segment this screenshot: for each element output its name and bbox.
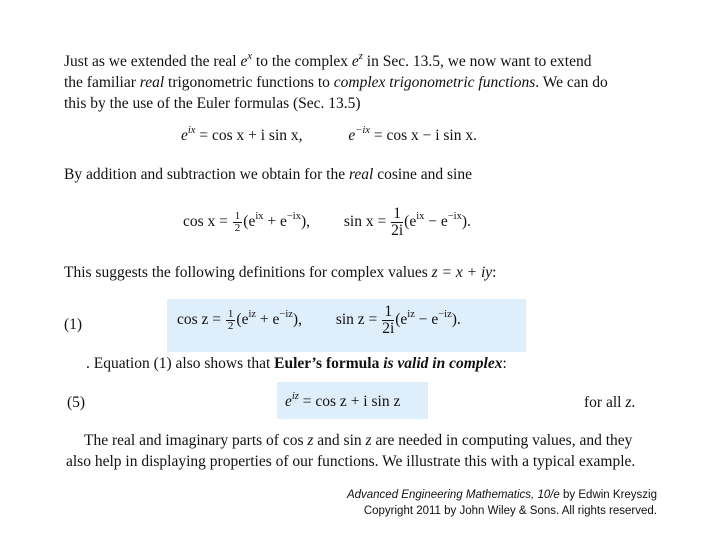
closing-paragraph bbox=[66, 430, 635, 472]
eq1-sin: sin z = $\frac{1}{2i}$ $(e^{iz} - e^{-iz})$. bbox=[335, 303, 461, 338]
footer-citation bbox=[347, 489, 657, 501]
real-definitions bbox=[183, 206, 471, 240]
eq1-cos: cos z = $\frac{1}{2}$ $(e^{iz} + e^{-iz})$, bbox=[177, 307, 302, 333]
suggests-text: This suggests the following definitions for complex values z = x + iy: bbox=[64, 264, 497, 281]
eq5-note: for all z. bbox=[584, 394, 636, 411]
eq5-formula: $e^{iz} = \cos z + i$ sin z bbox=[285, 390, 401, 410]
book-title: Advanced Engineering Mathematics, 10/e bbox=[346, 489, 560, 501]
real-cos: cos x = $\frac{1}{2}$ $(e^{ix} + e^{-ix})$, bbox=[183, 209, 311, 235]
closing-line-2: also help in displaying properties of our functions. We illustrate this with a typical example. bbox=[66, 453, 636, 470]
closing-line-1: The real and imaginary parts of cos z and sin z are needed in computing values, and they bbox=[84, 432, 633, 449]
real-sin: sin x = $\frac{1}{2i}$ $(e^{ix} - e^{-ix})$. bbox=[343, 205, 471, 240]
addition-text: By addition and subtraction we obtain for the real cosine and sine bbox=[64, 166, 472, 183]
eq5-label: (5) bbox=[67, 394, 86, 411]
book-author: by Edwin Kreyszig bbox=[559, 489, 657, 501]
euler-plus: $e^{ix} = \cos x + i$ sin x, bbox=[181, 124, 303, 144]
eq1-formulas bbox=[177, 304, 461, 338]
euler-real-formulas bbox=[181, 124, 477, 145]
exp-x: $e^x$ bbox=[240, 50, 253, 70]
footer-copyright: Copyright 2011 by John Wiley & Sons. All rights reserved. bbox=[363, 505, 657, 517]
intro-paragraph bbox=[64, 51, 608, 114]
exp-z: $e^z$ bbox=[351, 50, 363, 70]
euler-minus: $e^{-ix} = \cos x - i$ sin x. bbox=[348, 124, 477, 144]
intro-line-2: the familiar real trigonometric functions to complex trigonometric functions. We can do bbox=[64, 74, 608, 91]
intro-line-1: Just as we extended the real $e^x$ to the complex $e^z$ in Sec. 13.5, we now want to extend bbox=[64, 50, 592, 70]
euler-complex-text: . Equation (1) also shows that Euler’s formula is valid in complex: bbox=[86, 355, 507, 372]
intro-line-3: this by the use of the Euler formulas (Sec. 13.5) bbox=[64, 95, 361, 112]
eq1-label: (1) bbox=[64, 316, 83, 333]
